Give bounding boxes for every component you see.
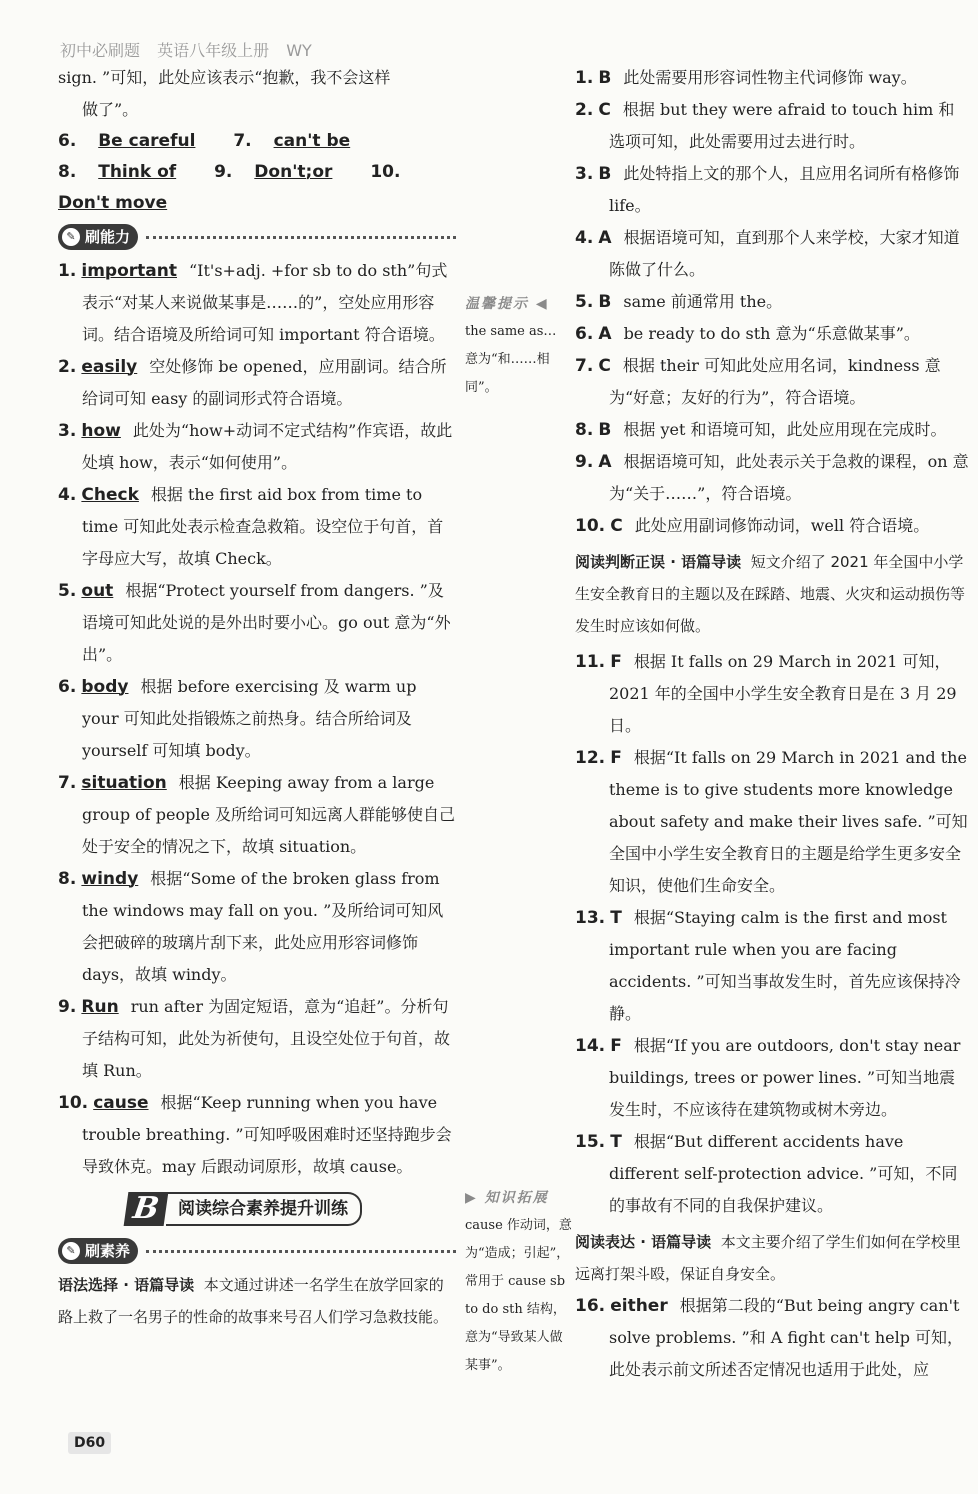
reading-guide: 阅读判断正误 · 语篇导读 短文介绍了 2021 年全国中小学生安全教育日的主题以及在踩踏、地震、火灾和运动损伤等发生时应该如何做。 bbox=[575, 553, 966, 635]
answer-item bbox=[575, 1126, 970, 1222]
tip-text: cause 作动词，意为“造成；引起”，常用于 cause sb to do sth 结构，意为“导致某人做某事”。 bbox=[465, 1218, 572, 1373]
item-explanation: 此处需要用形容词性物主代词修饰 way。 bbox=[623, 68, 917, 87]
item-answer: T bbox=[610, 1132, 622, 1152]
answer-item bbox=[575, 94, 970, 158]
item-explanation: 根据 the first aid box from time to time 可知此处表示检查急救箱。设空位于句首，首字母应大写，故填 Check。 bbox=[82, 485, 444, 568]
answer-item bbox=[575, 158, 970, 222]
item-answer: cause bbox=[93, 1093, 149, 1113]
item-number: 2. bbox=[575, 100, 594, 120]
item-explanation: 根据 It falls on 29 March in 2021 可知，2021 年的全国中小学生安全教育日是在 3 月 29 日。 bbox=[609, 652, 957, 735]
item-explanation: 根据“Protect yourself from dangers. ”及语境可知此处说的是外出时要小心。go out 意为“外出”。 bbox=[82, 581, 451, 664]
intro-line: sign. ”可知，此处应该表示“抱歉，我不会这样 bbox=[58, 68, 391, 87]
item-explanation: 根据语境可知，直到那个人来学校，大家才知道陈做了什么。 bbox=[609, 228, 960, 279]
item-number: 9. bbox=[575, 452, 594, 472]
item-answer: F bbox=[610, 748, 622, 768]
item-explanation: 此处应用副词修饰动词，well 符合语境。 bbox=[634, 516, 930, 535]
answer-item bbox=[575, 902, 970, 1030]
item-explanation: be ready to do sth 意为“乐意做某事”。 bbox=[623, 324, 920, 343]
answer-item bbox=[575, 414, 970, 446]
item-number: 5. bbox=[58, 581, 77, 601]
item-explanation: same 前通常用 the。 bbox=[623, 292, 783, 311]
fill-answer: Think of bbox=[98, 162, 177, 182]
fill-row: 6. Be careful 7. can't be bbox=[58, 131, 351, 151]
running-header bbox=[60, 40, 324, 62]
item-number: 8. bbox=[58, 869, 77, 889]
tip-title: ▶ 知识拓展 bbox=[465, 1190, 549, 1206]
answer-item bbox=[58, 255, 456, 351]
answer-item bbox=[575, 510, 970, 542]
item-answer: A bbox=[598, 324, 612, 344]
item-number: 7. bbox=[575, 356, 594, 376]
answer-item bbox=[58, 1087, 456, 1183]
item-explanation: 根据“Staying calm is the first and most important rule when you are facing accidents. ”可知当事故发生时，首先应该保持冷静。 bbox=[609, 908, 961, 1023]
book-name: 英语八年级上册 bbox=[157, 41, 270, 60]
item-answer: C bbox=[598, 100, 611, 120]
item-number: 13. bbox=[575, 908, 606, 928]
item-number: 3. bbox=[58, 421, 77, 441]
answer-item bbox=[575, 350, 970, 414]
item-explanation: 根据语境可知，此处表示关于急救的课程，on 意为“关于……”，符合语境。 bbox=[609, 452, 969, 503]
item-explanation: 根据“It falls on 29 March in 2021 and the theme is to give students more knowledge about safety and make their lives safe. ”可知全国中小学生安全教育日的主题是给学生更多安全知识，使他们生命安全。 bbox=[609, 748, 968, 895]
item-number: 2. bbox=[58, 357, 77, 377]
item-number: 3. bbox=[575, 164, 594, 184]
item-explanation: 根据“Some of the broken glass from the windows may fall on you. ”及所给词可知风会把破碎的玻璃片刮下来，此处应用形容词修饰 days，故填 windy。 bbox=[82, 869, 444, 984]
item-number: 10. bbox=[575, 516, 606, 536]
item-number: 14. bbox=[575, 1036, 606, 1056]
item-number: 15. bbox=[575, 1132, 606, 1152]
answer-item bbox=[575, 1030, 970, 1126]
item-answer: windy bbox=[81, 869, 139, 889]
answer-item bbox=[58, 415, 456, 479]
item-answer: T bbox=[610, 908, 622, 928]
part-banner bbox=[126, 1189, 456, 1229]
item-explanation: 根据“Keep running when you have trouble breathing. ”可知呼吸困难时还坚持跑步会导致休克。may 后跟动词原形，故填 cause。 bbox=[82, 1093, 452, 1176]
item-answer: B bbox=[598, 420, 612, 440]
answer-item bbox=[575, 286, 970, 318]
answer-item bbox=[58, 351, 456, 415]
item-explanation: “It's+adj. +for sb to do sth”句式表示“对某人来说做某事是……的”，空处应用形容词。结合语境及所给词可知 important 符合语境。 bbox=[82, 261, 448, 344]
answer-item bbox=[575, 318, 970, 350]
tip-note bbox=[465, 290, 573, 402]
answer-item bbox=[58, 991, 456, 1087]
item-answer: body bbox=[81, 677, 129, 697]
pen-icon: ✎ bbox=[62, 228, 80, 246]
item-explanation: 根据 yet 和语境可知，此处应用现在完成时。 bbox=[623, 420, 947, 439]
item-answer: Run bbox=[81, 997, 119, 1017]
answer-item bbox=[58, 767, 456, 863]
right-column bbox=[575, 62, 970, 1386]
item-explanation: 此处为“how+动词不定式结构”作宾语，故此处填 how，表示“如何使用”。 bbox=[82, 421, 453, 472]
page-number: D60 bbox=[68, 1432, 111, 1454]
part-letter: B bbox=[124, 1192, 169, 1226]
item-number: 12. bbox=[575, 748, 606, 768]
item-number: 11. bbox=[575, 652, 606, 672]
answer-item bbox=[58, 575, 456, 671]
item-number: 5. bbox=[575, 292, 594, 312]
part-title: 阅读综合素养提升训练 bbox=[166, 1192, 362, 1226]
item-answer: important bbox=[81, 261, 177, 281]
section-heading: ✎ 刷素养 bbox=[58, 1233, 456, 1269]
item-explanation: 此处特指上文的那个人，且应用名词所有格修饰 life。 bbox=[609, 164, 960, 215]
item-answer: B bbox=[598, 292, 612, 312]
fill-row: 8. Think of 9. Don't;or 10. Don't move bbox=[58, 162, 401, 213]
item-answer: F bbox=[610, 1036, 622, 1056]
item-answer: C bbox=[610, 516, 623, 536]
item-answer: A bbox=[598, 228, 612, 248]
item-answer: situation bbox=[81, 773, 167, 793]
left-column bbox=[58, 62, 456, 1333]
intro-line: 做了”。 bbox=[82, 100, 139, 119]
answer-item bbox=[575, 446, 970, 510]
item-explanation: 根据 Keeping away from a large group of people 及所给词可知远离人群能够使自己处于安全的情况之下，故填 situation。 bbox=[82, 773, 456, 856]
item-number: 1. bbox=[58, 261, 77, 281]
series-name: 初中必刷题 bbox=[60, 41, 141, 60]
tip-text: the same as… 意为“和……相同”。 bbox=[465, 324, 557, 395]
item-answer: B bbox=[598, 164, 612, 184]
item-explanation: 空处修饰 be opened，应用副词。结合所给词可知 easy 的副词形式符合语境。 bbox=[82, 357, 447, 408]
reading-guide: 阅读表达 · 语篇导读 本文主要介绍了学生们如何在学校里远离打架斗殴，保证自身安全。 bbox=[575, 1233, 961, 1283]
answer-item bbox=[575, 742, 970, 902]
item-number: 9. bbox=[58, 997, 77, 1017]
fill-answer: Don't move bbox=[58, 193, 168, 213]
item-answer: Check bbox=[81, 485, 139, 505]
item-answer: B bbox=[598, 68, 612, 88]
item-number: 6. bbox=[58, 677, 77, 697]
knowledge-note bbox=[465, 1184, 573, 1380]
answer-item bbox=[575, 222, 970, 286]
item-answer: F bbox=[610, 652, 622, 672]
fill-answer: can't be bbox=[273, 131, 351, 151]
answer-item bbox=[575, 62, 970, 94]
fill-answer: Don't;or bbox=[254, 162, 333, 182]
edition: WY bbox=[286, 41, 312, 60]
item-number: 4. bbox=[58, 485, 77, 505]
item-explanation: run after 为固定短语，意为“追赶”。分析句子结构可知，此处为祈使句，且设空处位于句首，故填 Run。 bbox=[82, 997, 451, 1080]
pen-icon: ✎ bbox=[62, 1242, 80, 1260]
item-number: 1. bbox=[575, 68, 594, 88]
item-number: 4. bbox=[575, 228, 594, 248]
answer-item bbox=[58, 671, 456, 767]
item-answer: A bbox=[598, 452, 612, 472]
fill-answer: Be careful bbox=[98, 131, 196, 151]
item-number: 6. bbox=[575, 324, 594, 344]
item-explanation: 根据 but they were afraid to touch him 和选项可知，此处需要用过去进行时。 bbox=[609, 100, 955, 151]
item-number: 7. bbox=[58, 773, 77, 793]
item-number: 8. bbox=[575, 420, 594, 440]
answer-item bbox=[58, 863, 456, 991]
item-answer: out bbox=[81, 581, 114, 601]
answer-item: 16. either 根据第二段的“But being angry can't solve problems. ”和 A fight can't help 可知，此处表示前文所述否定情况也适用于此处，应 bbox=[575, 1296, 964, 1379]
reading-guide: 语法选择 · 语篇导读 本文通过讲述一名学生在放学回家的路上救了一名男子的性命的故事来号召人们学习急救技能。 bbox=[58, 1276, 449, 1326]
answer-item bbox=[575, 646, 970, 742]
item-explanation: 根据“But different accidents have different self-protection advice. ”可知，不同的事故有不同的自我保护建议。 bbox=[609, 1132, 958, 1215]
tip-title: 温馨提示 ◀ bbox=[465, 296, 549, 312]
item-explanation: 根据 their 可知此处应用名词，kindness 意为“好意；友好的行为”，符合语境。 bbox=[609, 356, 941, 407]
item-number: 10. bbox=[58, 1093, 89, 1113]
item-answer: how bbox=[81, 421, 121, 441]
item-explanation: 根据“If you are outdoors, don't stay near buildings, trees or power lines. ”可知当地震发生时，不应该待在建筑物或树木旁边。 bbox=[609, 1036, 961, 1119]
item-answer: C bbox=[598, 356, 611, 376]
item-explanation: 根据 before exercising 及 warm up your 可知此处指锻炼之前热身。结合所给词及 yourself 可知填 body。 bbox=[82, 677, 417, 760]
item-answer: easily bbox=[81, 357, 138, 377]
answer-item bbox=[58, 479, 456, 575]
section-heading: ✎ 刷能力 bbox=[58, 219, 456, 255]
